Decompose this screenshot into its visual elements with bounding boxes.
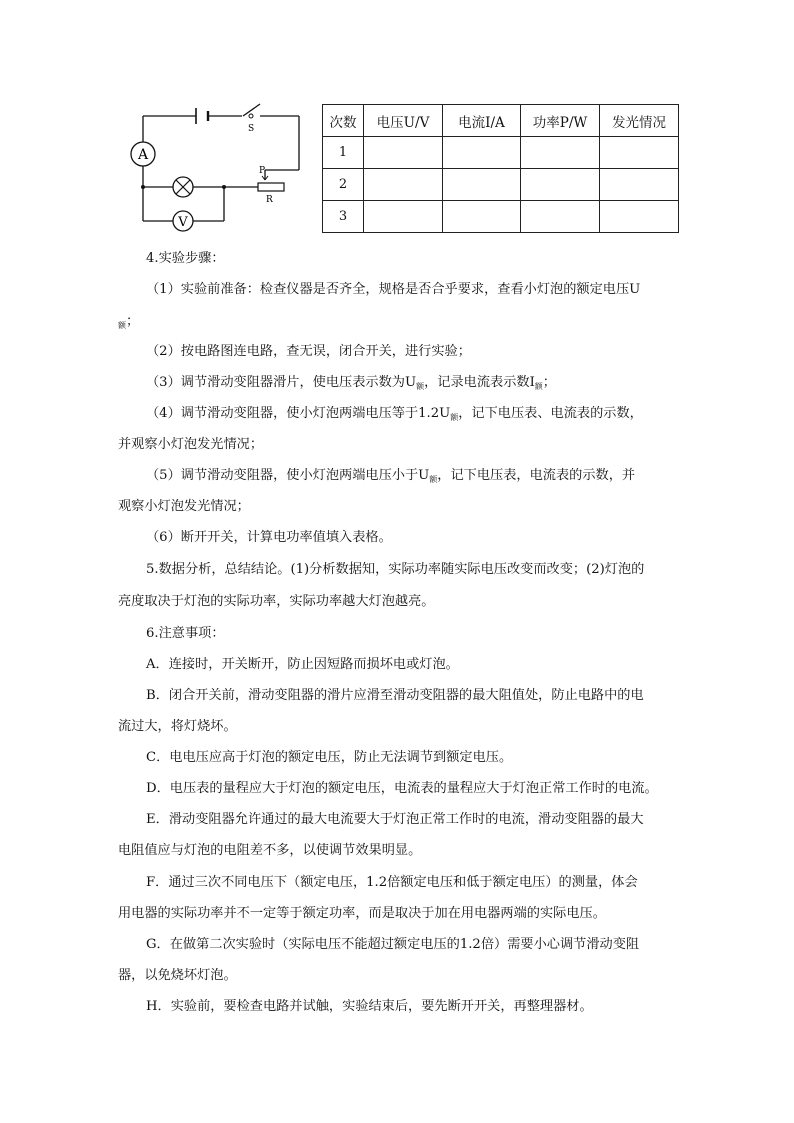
lamp-symbol [173, 177, 193, 197]
step-4-line2: 并观察小灯泡发光情况； [118, 437, 264, 452]
table-cell [521, 137, 600, 169]
table-header-row [323, 105, 679, 137]
table-cell: 1 [323, 137, 364, 169]
notes-heading: 6.注意事项： [146, 626, 225, 641]
note-a: A．连接时，开关断开，防止因短路而损坏电或灯泡。 [146, 657, 459, 672]
note-e-line1: E．滑动变阻器允许通过的最大电流要大于灯泡正常工作时的电流，滑动变阻器的最大 [146, 812, 644, 827]
note-f-line2: 用电器的实际功率并不一定等于额定功率，而是取决于加在用电器两端的实际电压。 [118, 906, 606, 921]
table-cell [443, 201, 521, 233]
step-5-line2: 观察小灯泡发光情况； [118, 499, 250, 514]
note-b-line2: 流过大，将灯烧坏。 [118, 719, 237, 734]
note-b-line1: B．闭合开关前，滑动变阻器的滑片应滑至滑动变阻器的最大阻值处，防止电路中的电 [146, 688, 644, 703]
record-table [322, 104, 679, 233]
table-cell [443, 169, 521, 201]
table-cell: 2 [323, 169, 364, 201]
note-e-line2: 电阻值应与灯泡的电阻差不多，以使调节效果明显。 [118, 843, 422, 858]
rheostat-symbol [258, 183, 284, 191]
subscript-rated: 额 [118, 321, 126, 330]
table-cell [364, 137, 443, 169]
note-g-line1: G．在做第二次实验时（实际电压不能超过额定电压的1.2倍）需要小心调节滑动变阻 [146, 937, 640, 952]
ammeter-label: A [137, 147, 149, 163]
step-3: （3）调节滑动变阻器滑片，使电压表示数为$U_额$，记录电流表示数$I_额$； [146, 375, 556, 391]
note-d: D．电压表的量程应大于灯泡的额定电压，电流表的量程应大于灯泡正常工作时的电流。 [146, 781, 658, 796]
table-cell [600, 137, 679, 169]
table-cell [364, 169, 443, 201]
note-c: C．电电压应高于灯泡的额定电压，防止无法调节到额定电压。 [146, 750, 513, 765]
switch-contact [249, 114, 253, 118]
steps-heading: 4.实验步骤： [146, 251, 225, 266]
step-6: （6）断开开关，计算电功率值填入表格。 [146, 530, 392, 545]
note-h: H．实验前，要检查电路并试触，实验结束后，要先断开开关，再整理器材。 [146, 999, 593, 1014]
table-cell [600, 201, 679, 233]
table-cell [600, 169, 679, 201]
col-header: 功率P/W [521, 105, 600, 137]
analysis-line2: 亮度取决于灯泡的实际功率，实际功率越大灯泡越亮。 [118, 594, 435, 609]
table-row [323, 169, 679, 201]
step-1-line2: $_额$； [118, 314, 140, 330]
table-cell [521, 169, 600, 201]
slider-label: P [259, 166, 266, 176]
step-2: （2）按电路图连电路，查无误，闭合开关，进行实验； [146, 344, 471, 359]
col-header: 发光情况 [600, 105, 679, 137]
step-1-line1: （1）实验前准备：检查仪器是否齐全，规格是否合乎要求，查看小灯泡的额定电压U [146, 282, 641, 297]
rheostat-label: R [266, 195, 273, 205]
table-row [323, 137, 679, 169]
step-4-line1: （4）调节滑动变阻器，使小灯泡两端电压等于$1.2U_额$，记下电压表、电流表的示数， [146, 406, 643, 422]
voltmeter-label: V [178, 215, 188, 230]
note-f-line1: F．通过三次不同电压下（额定电压，1.2倍额定电压和低于额定电压）的测量，体会 [146, 875, 638, 890]
col-header: 次数 [323, 105, 364, 137]
table-row [323, 201, 679, 233]
switch-label: S [248, 124, 255, 134]
table-cell [521, 201, 600, 233]
step-5-line1: （5）调节滑动变阻器，使小灯泡两端电压小于$U_额$，记下电压表，电流表的示数，并 [146, 468, 636, 484]
col-header: 电流I/A [443, 105, 521, 137]
circuit-diagram [118, 98, 308, 243]
table-cell [364, 201, 443, 233]
table-cell [443, 137, 521, 169]
analysis-line1: 5.数据分析，总结结论。(1)分析数据知，实际功率随实际电压改变而改变；(2)灯泡的 [146, 562, 645, 577]
col-header: 电压U/V [364, 105, 443, 137]
table-cell: 3 [323, 201, 364, 233]
note-g-line2: 器，以免烧坏灯泡。 [118, 968, 237, 983]
